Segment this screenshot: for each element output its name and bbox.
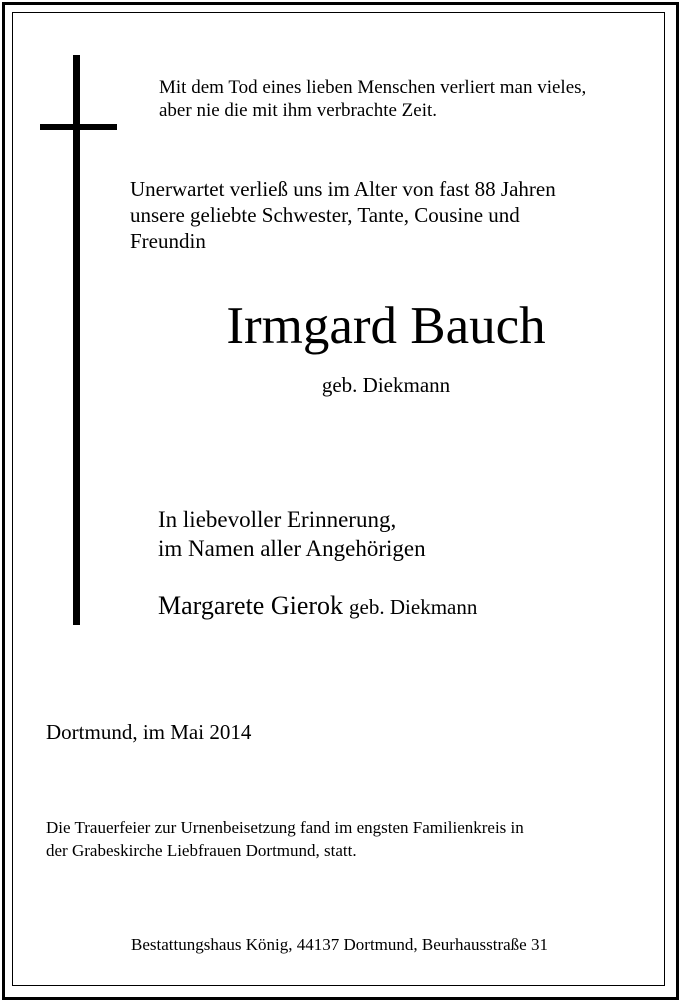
- cross-horizontal-bar: [40, 124, 117, 130]
- memory-text: [158, 505, 426, 563]
- intro-text: [130, 176, 556, 254]
- motto-line: Mit dem Tod eines lieben Menschen verliert man vieles,: [159, 77, 587, 98]
- intro-line: Freundin: [130, 229, 206, 253]
- funeral-home: Bestattungshaus König, 44137 Dortmund, Beurhausstraße 31: [131, 935, 548, 954]
- memory-line: In liebevoller Erinnerung,: [158, 507, 397, 532]
- intro-line: Unerwartet verließ uns im Alter von fast 88 Jahren: [130, 177, 556, 201]
- mourner-birthname: geb. Diekmann: [349, 595, 478, 619]
- ceremony-line: Die Trauerfeier zur Urnenbeisetzung fand im engsten Familienkreis in: [46, 818, 524, 837]
- place-date: Dortmund, im Mai 2014: [46, 720, 252, 744]
- motto-line: aber nie die mit ihm verbrachte Zeit.: [159, 100, 438, 121]
- ceremony-line: der Grabeskirche Liebfrauen Dortmund, statt.: [46, 841, 357, 860]
- motto-quote: [159, 76, 586, 122]
- mourner-name: Margarete Gierok: [158, 591, 344, 620]
- memory-line: im Namen aller Angehörigen: [158, 536, 426, 561]
- mourner-signature: [158, 591, 477, 622]
- ceremony-note: [46, 816, 524, 862]
- intro-line: unsere geliebte Schwester, Tante, Cousine und: [130, 203, 520, 227]
- deceased-name: Irmgard Bauch: [226, 297, 546, 355]
- deceased-birthname: geb. Diekmann: [321, 373, 451, 397]
